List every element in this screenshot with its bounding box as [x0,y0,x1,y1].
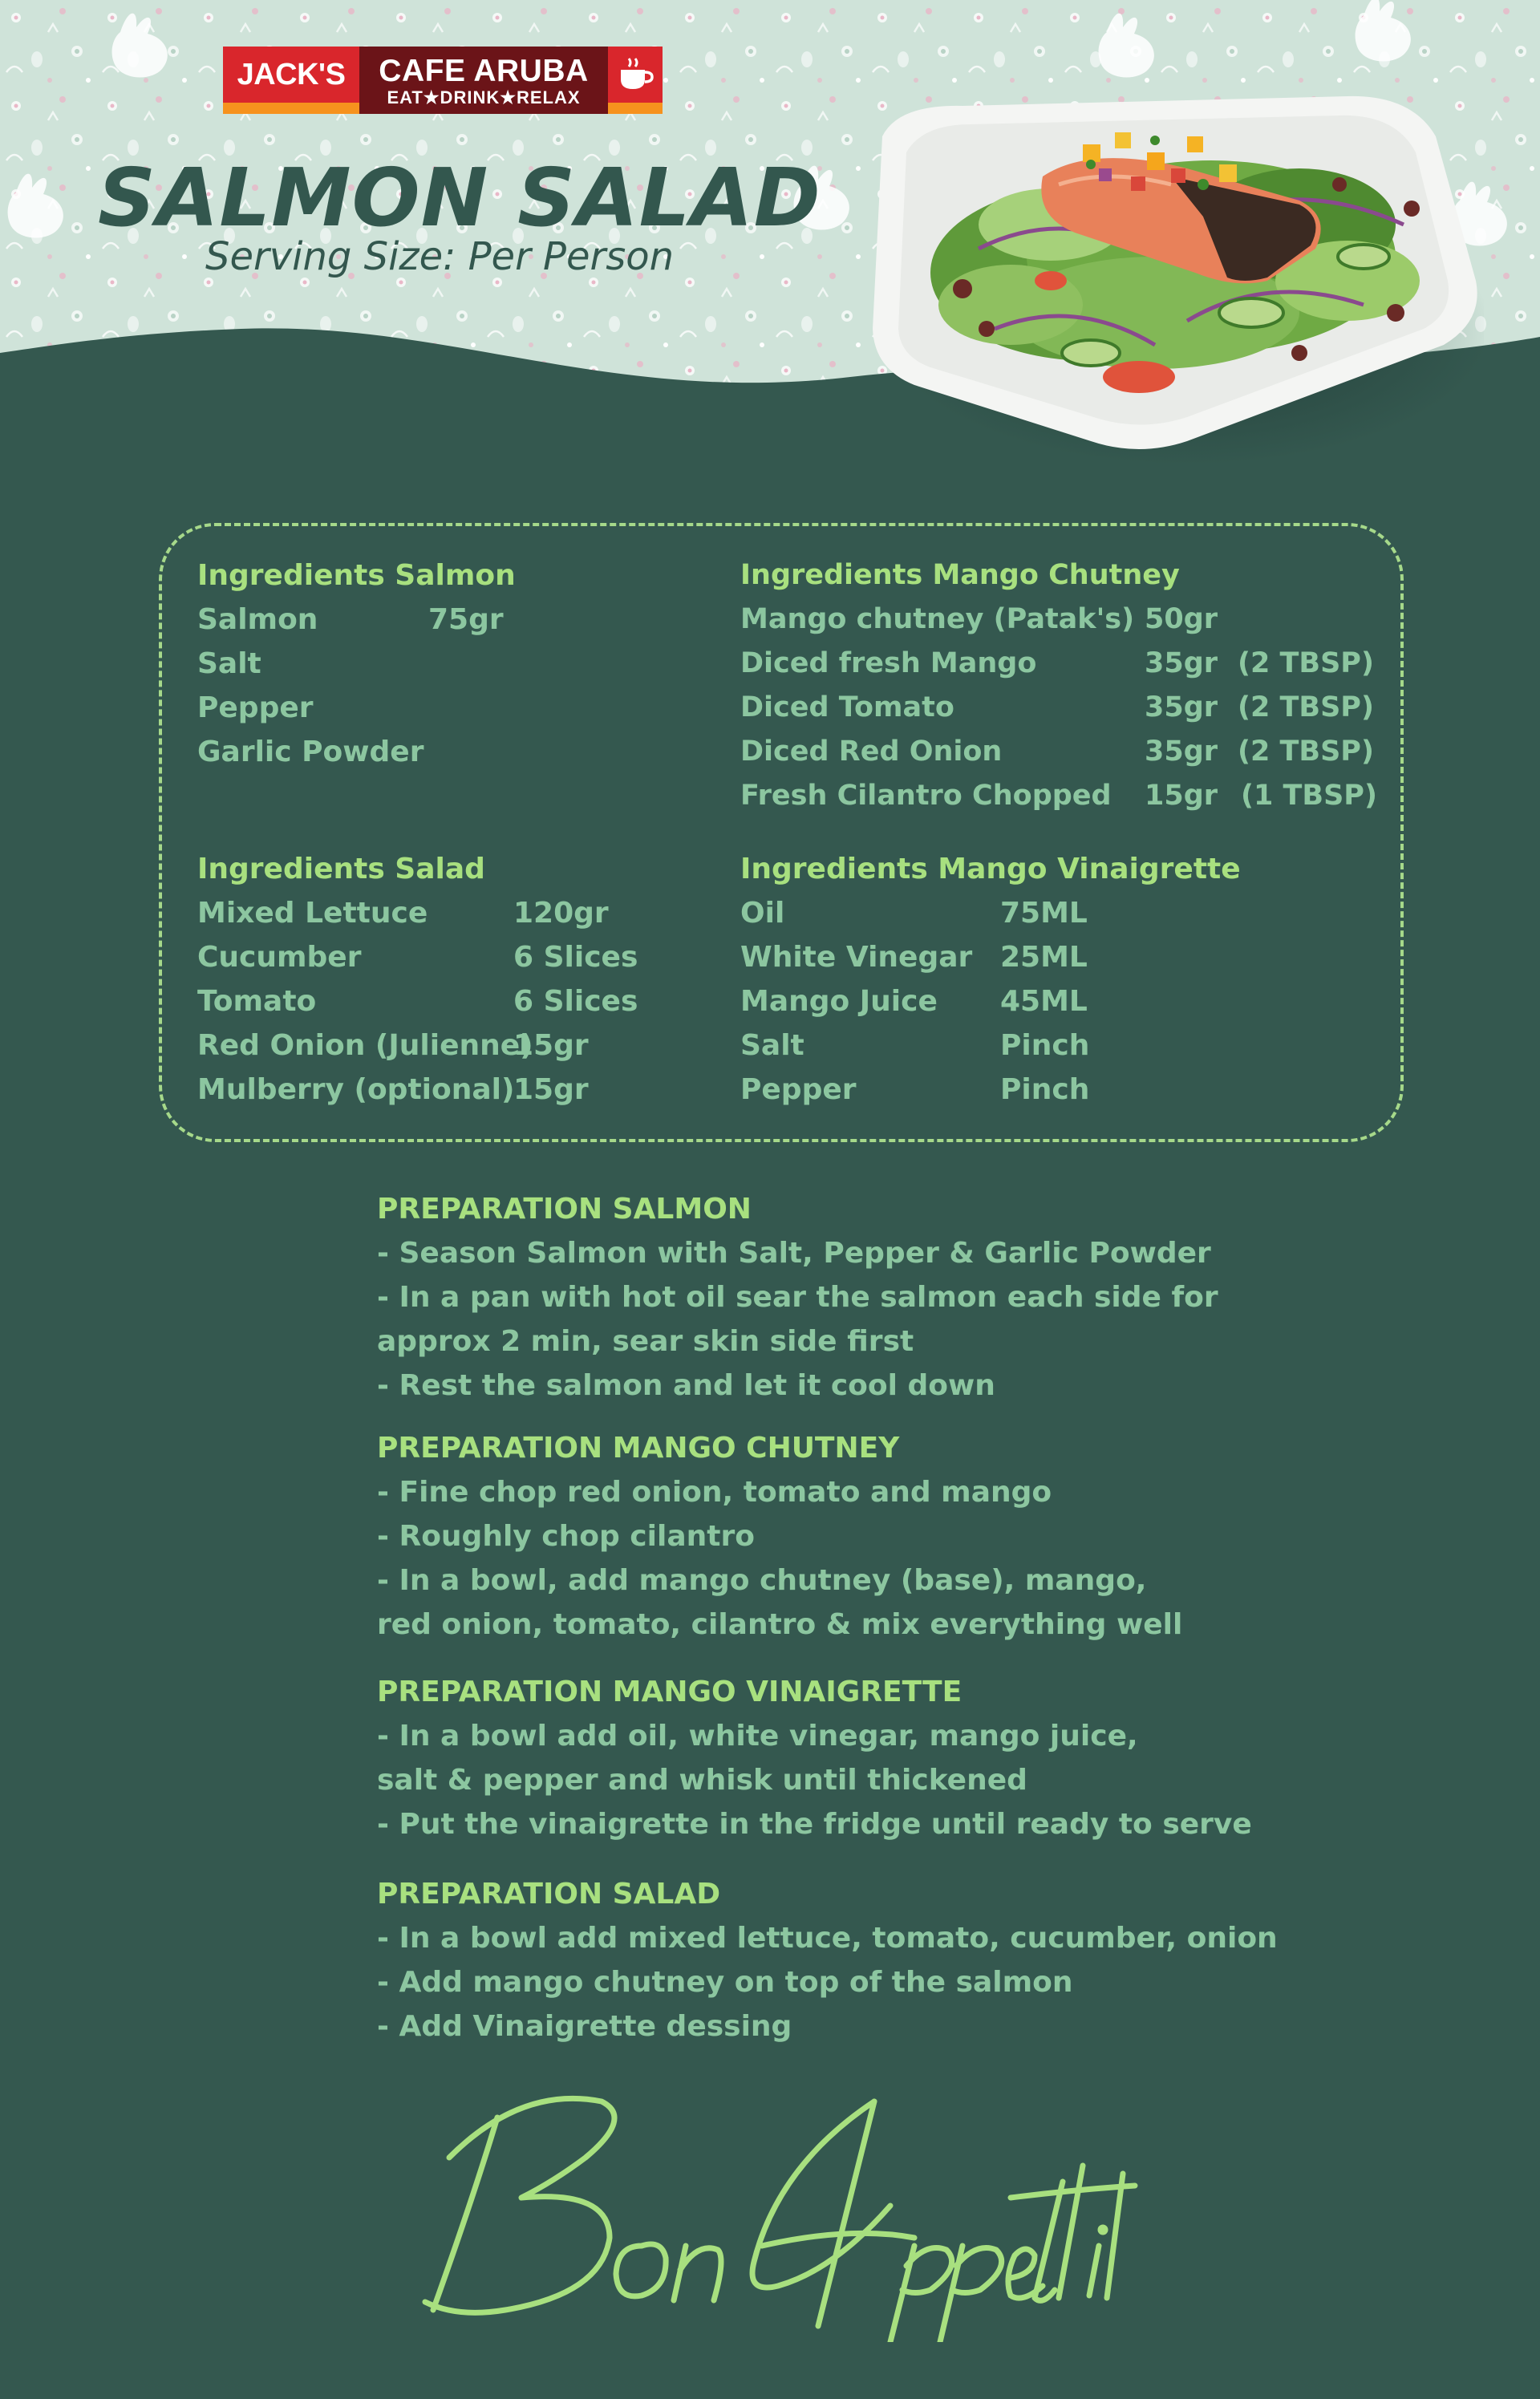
preparation-line: approx 2 min, sear skin side first [377,1325,914,1358]
ingredient-name: Pepper [197,691,314,724]
ingredient-qty: 6 Slices [513,985,638,1018]
ingredient-qty: 25ML [1000,941,1088,974]
ingredient-name: Cucumber [197,941,362,974]
ingredient-name: Garlic Powder [197,736,424,768]
preparation-salad-section [377,1872,1323,2048]
ingredient-row [740,642,1374,686]
logo-cafe-name: CAFE ARUBA [379,54,589,88]
ingredient-qty: Pinch [1000,1073,1090,1106]
ingredient-note: (2 TBSP) [1238,736,1374,768]
ingredient-row [740,935,1241,979]
ingredient-name: Salt [740,1029,804,1062]
ingredient-row [740,891,1241,935]
preparation-line: - In a pan with hot oil sear the salmon each side for [377,1281,1218,1314]
preparation-vinaigrette-section [377,1670,1323,1846]
ingredient-qty: 15gr [513,1073,589,1106]
ingredient-qty: 35gr [1145,691,1218,723]
ingredient-name: Oil [740,897,785,930]
ingredient-row [740,686,1374,730]
ingredient-name: Diced fresh Mango [740,647,1037,679]
ingredient-name: Fresh Cilantro Chopped [740,780,1112,812]
preparation-line: - Add Vinaigrette dessing [377,2010,792,2043]
ingredient-row [740,730,1374,774]
preparation-line: - Put the vinaigrette in the fridge until ready to serve [377,1808,1252,1841]
salmon-salad-plate-image [850,88,1484,465]
ingredient-name: Salmon [197,603,318,636]
ingredient-name: Mango chutney (Patak's) [740,603,1135,635]
ingredient-row [197,686,516,730]
preparation-line: red onion, tomato, cilantro & mix everything well [377,1608,1183,1641]
ingredients-salmon-section [197,553,516,774]
preparation-heading: PREPARATION SALMON [377,1193,752,1226]
ingredient-qty: 15gr [513,1029,589,1062]
ingredient-name: Tomato [197,985,317,1018]
ingredient-name: Red Onion (Julienne) [197,1029,533,1062]
ingredient-qty: 6 Slices [513,941,638,974]
recipe-title: SALMON SALAD [98,151,821,245]
ingredient-name: Pepper [740,1073,857,1106]
preparation-chutney-section [377,1426,1323,1647]
serving-size: Serving Size: Per Person [205,234,675,279]
ingredient-name: Diced Red Onion [740,736,1003,768]
brand-logo [223,47,663,114]
ingredients-salad-section [197,847,638,1112]
ingredient-row [197,642,516,686]
preparation-heading: PREPARATION MANGO VINAIGRETTE [377,1676,962,1708]
ingredients-vinaigrette-heading: Ingredients Mango Vinaigrette [740,853,1241,885]
ingredient-note: (2 TBSP) [1238,647,1374,679]
preparation-line: - Season Salmon with Salt, Pepper & Garlic Powder [377,1237,1211,1270]
preparation-line: - Add mango chutney on top of the salmon [377,1966,1073,1999]
ingredient-qty: 35gr [1145,647,1218,679]
ingredient-row [197,730,516,774]
preparation-heading: PREPARATION SALAD [377,1878,721,1911]
ingredient-name: Mango Juice [740,985,938,1018]
ingredient-qty: 75gr [428,603,504,636]
coffee-cup-icon [608,47,663,114]
preparation-line: - In a bowl add oil, white vinegar, mango juice, [377,1720,1138,1753]
ingredient-qty: Pinch [1000,1029,1090,1062]
ingredient-row [740,1023,1241,1068]
preparation-heading: PREPARATION MANGO CHUTNEY [377,1432,900,1465]
ingredient-note: (1 TBSP) [1241,780,1377,812]
ingredient-name: White Vinegar [740,941,973,974]
ingredient-row [740,598,1218,642]
logo-brand-name: JACK'S [223,47,359,114]
preparation-line: - In a bowl add mixed lettuce, tomato, cucumber, onion [377,1922,1278,1955]
ingredients-salmon-heading: Ingredients Salmon [197,559,516,592]
ingredient-qty: 120gr [513,897,609,930]
ingredient-qty: 15gr [1145,780,1218,812]
bon-appetit-signature [401,2085,1139,2342]
ingredient-row [740,1068,1241,1112]
preparation-line: - Fine chop red onion, tomato and mango [377,1476,1052,1509]
logo-main-block [359,47,608,114]
ingredient-row [740,774,1377,818]
ingredient-row [197,935,638,979]
ingredient-qty: 50gr [1145,603,1218,635]
ingredient-row [197,598,516,642]
ingredients-salad-heading: Ingredients Salad [197,853,485,885]
ingredient-row [740,979,1241,1023]
ingredients-chutney-heading: Ingredients Mango Chutney [740,559,1180,591]
ingredient-row [197,979,638,1023]
ingredient-row [197,891,609,935]
ingredient-name: Salt [197,647,261,680]
ingredients-vinaigrette-section [740,847,1241,1112]
preparation-line: - In a bowl, add mango chutney (base), mango, [377,1564,1147,1597]
ingredient-qty: 75ML [1000,897,1088,930]
ingredient-qty: 45ML [1000,985,1088,1018]
ingredient-row [197,1023,589,1068]
ingredient-name: Mixed Lettuce [197,897,428,930]
logo-tagline: EAT★DRINK★RELAX [387,87,581,107]
preparation-line: salt & pepper and whisk until thickened [377,1764,1027,1797]
preparation-line: - Roughly chop cilantro [377,1520,755,1553]
preparation-line: - Rest the salmon and let it cool down [377,1369,995,1402]
ingredients-chutney-section [740,553,1377,818]
ingredient-name: Diced Tomato [740,691,954,723]
ingredient-row [197,1068,589,1112]
preparation-salmon-section [377,1187,1323,1408]
ingredient-name: Mulberry (optional) [197,1073,515,1106]
ingredient-qty: 35gr [1145,736,1218,768]
ingredient-note: (2 TBSP) [1238,691,1374,723]
